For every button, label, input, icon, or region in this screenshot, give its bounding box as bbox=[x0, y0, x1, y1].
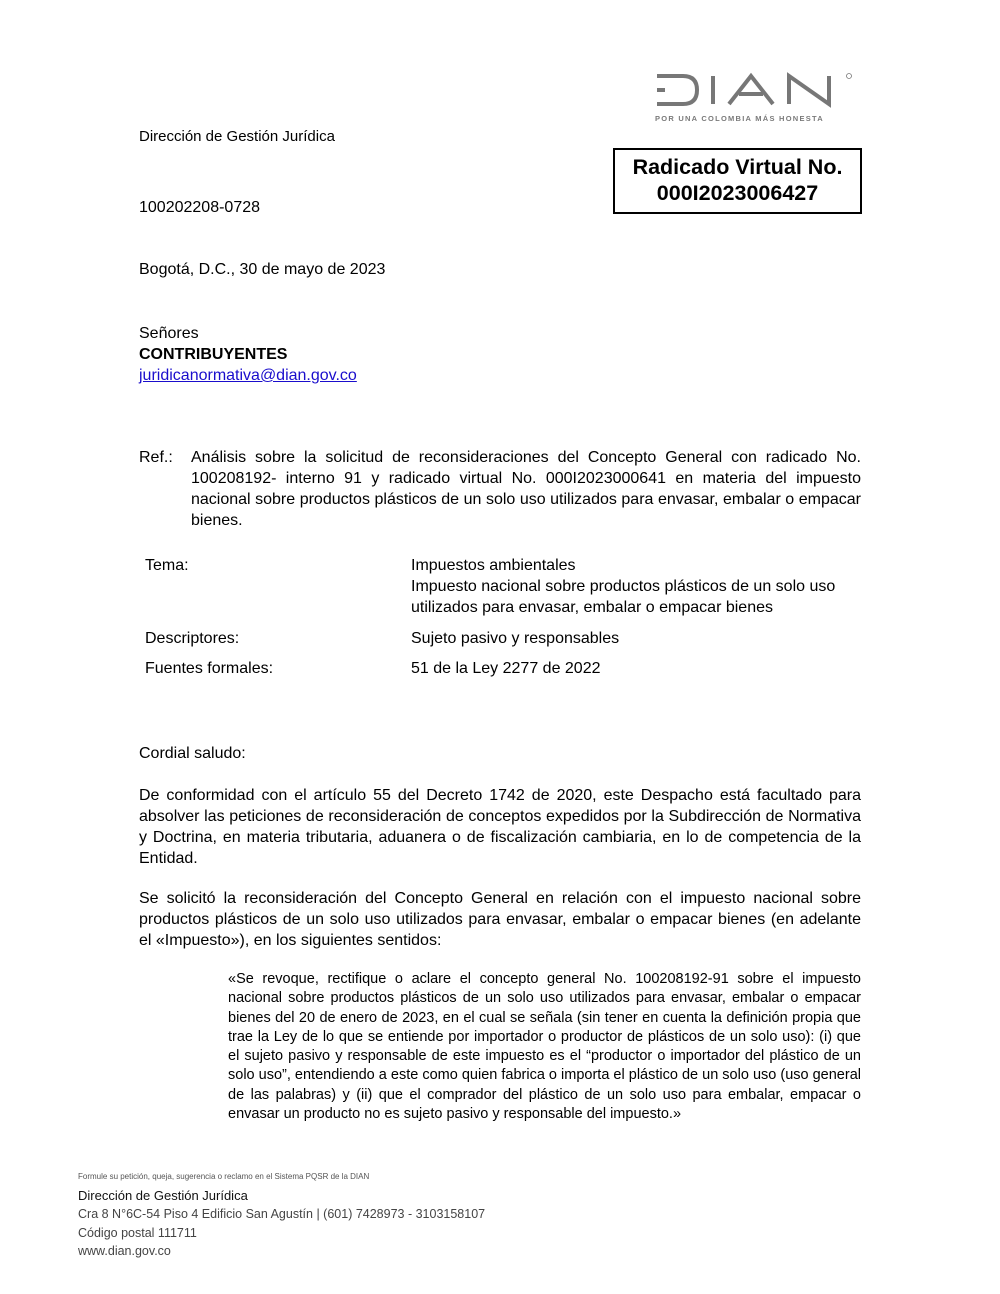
tema-line2: Impuesto nacional sobre productos plásticos de un solo uso utilizados para envasar, embalar o empacar bienes bbox=[411, 578, 836, 616]
greeting: Cordial saludo: bbox=[139, 745, 246, 762]
fuentes-value: 51 de la Ley 2277 de 2022 bbox=[411, 660, 601, 677]
meta-row-tema bbox=[145, 555, 865, 618]
radicado-box bbox=[613, 148, 862, 214]
radicado-label: Radicado Virtual No. bbox=[632, 155, 843, 179]
recipient-email-link[interactable]: juridicanormativa@dian.gov.co bbox=[139, 367, 357, 384]
recipient-salutation: Señores bbox=[139, 325, 199, 342]
paragraph-2: Se solicitó la reconsideración del Concepto General en relación con el impuesto nacional sobre productos plásticos de un solo uso utilizados para envasar, embalar o empacar bienes (en adelante el «Impuesto»), en los siguientes sentidos: bbox=[139, 890, 861, 949]
footer-department: Dirección de Gestión Jurídica bbox=[78, 1188, 248, 1203]
radicado-number: 000I2023006427 bbox=[656, 181, 819, 205]
dian-logo-mark bbox=[655, 72, 855, 112]
recipient-block bbox=[139, 323, 357, 386]
descriptores-value: Sujeto pasivo y responsables bbox=[411, 630, 620, 647]
logo-tagline: POR UNA COLOMBIA MÁS HONESTA bbox=[655, 114, 824, 123]
meta-row-fuentes bbox=[145, 658, 865, 679]
reference-text: Análisis sobre la solicitud de reconsideraciones del Concepto General con radicado No. 100208192- interno 91 y radicado virtual No. 000I2023000641 en materia del impuesto nacional sobre productos plásticos de un solo uso utilizados para envasar, embalar o empacar bienes. bbox=[191, 449, 861, 529]
meta-row-descriptores bbox=[145, 628, 865, 649]
footer-website[interactable]: www.dian.gov.co bbox=[78, 1244, 171, 1258]
footer-postal: Código postal 111711 bbox=[78, 1225, 197, 1240]
paragraph-1: De conformidad con el artículo 55 del Decreto 1742 de 2020, este Despacho está facultado para absolver las peticiones de reconsideración de conceptos expedidos por la Subdirección de Normativa y Doctrina, en materia tributaria, aduanera o de fiscalización cambiaria, en lo de competencia de la Entidad. bbox=[139, 787, 861, 867]
footer bbox=[78, 1172, 485, 1261]
metadata-table bbox=[145, 555, 865, 679]
footer-address: Cra 8 N°6C-54 Piso 4 Edificio San Agustín | (601) 7428973 - 3103158107 bbox=[78, 1207, 486, 1221]
reference-label: Ref.: bbox=[139, 449, 173, 466]
recipient-name: CONTRIBUYENTES bbox=[139, 346, 288, 363]
quote-block: «Se revoque, rectifique o aclare el concepto general No. 100208192-91 sobre el impuesto nacional sobre productos plásticos de un solo uso utilizados para envasar, embalar o empacar bienes del 20 de enero de 2023, en el cual se señala (sin tener en cuenta la definición propia que trae la Ley de lo que se entiende por importador o productor de plásticos de un solo uso): (i) que el sujeto pasivo y responsable de este impuesto es el “productor o importador del plástico de un solo uso”, entendiendo a este como quien fabrica o importa el plástico de un solo uso (uso general de las palabras) y (ii) que el comprador del plástico de un solo uso para embalar, empacar o envasar un producto no es sujeto pasivo y responsable del impuesto.» bbox=[228, 971, 861, 1123]
date-line: Bogotá, D.C., 30 de mayo de 2023 bbox=[139, 261, 386, 278]
header-department: Dirección de Gestión Jurídica bbox=[139, 128, 335, 145]
tema-line1: Impuestos ambientales bbox=[411, 557, 576, 574]
footer-pqsr-note: Formule su petición, queja, sugerencia o reclamo en el Sistema PQSR de la DIAN bbox=[78, 1172, 370, 1181]
document-number: 100202208-0728 bbox=[139, 199, 261, 216]
dian-logo bbox=[655, 72, 860, 128]
descriptores-label: Descriptores: bbox=[145, 630, 240, 647]
tema-label: Tema: bbox=[145, 557, 189, 574]
fuentes-label: Fuentes formales: bbox=[145, 660, 274, 677]
reference-block bbox=[139, 447, 861, 531]
